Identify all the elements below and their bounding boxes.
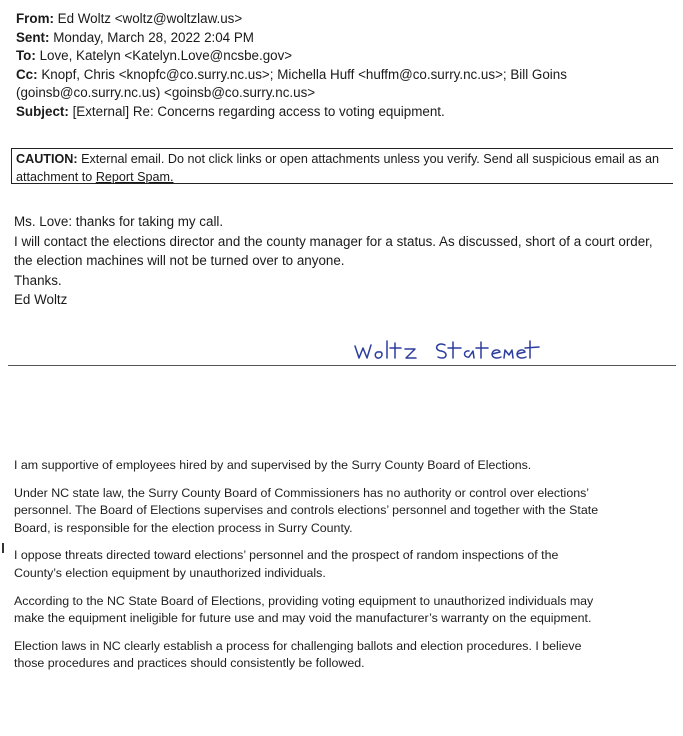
subject-label: Subject: xyxy=(16,103,69,119)
greeting: Ms. Love: thanks for taking my call. xyxy=(14,214,224,229)
from-label: From: xyxy=(16,11,54,26)
cc-label: Cc: xyxy=(16,66,38,82)
from-value: Ed Woltz <woltz@woltzlaw.us> xyxy=(57,11,243,26)
from-line xyxy=(16,10,676,29)
message-text: I will contact the elections director and the county manager for a status. As discussed, short of a court order, the election machines will not be turned over to anyone. xyxy=(14,233,653,268)
caution-banner xyxy=(11,148,673,184)
statement-paragraph: Election laws in NC clearly establish a process for challenging ballots and election procedures. I believe those procedures and practices should consistently be followed. xyxy=(14,638,582,671)
statement-paragraph: I oppose threats directed toward elections’ personnel and the prospect of random inspections of the County’s election equipment by unauthorized individuals. xyxy=(14,548,559,580)
email-body xyxy=(14,212,674,310)
closing: Thanks. xyxy=(14,272,62,288)
sent-value: Monday, March 28, 2022 2:04 PM xyxy=(53,29,254,45)
sender-name: Ed Woltz xyxy=(14,292,68,307)
statement xyxy=(14,457,599,683)
handwritten-annotation xyxy=(353,338,543,364)
statement-paragraph: I am supportive of employees hired by and supervised by the Surry County Board of Elections. xyxy=(14,458,532,472)
to-label: To: xyxy=(16,48,36,63)
annotation-text: Woltz Statement xyxy=(353,338,361,339)
statement-paragraph: According to the NC State Board of Elections, providing voting equipment to unauthorized individuals may make the equipment ineligible for future use and may void the manufacturer’s warranty on the equipment. xyxy=(14,593,594,626)
sent-label: Sent: xyxy=(16,29,50,45)
caution-label: CAUTION: xyxy=(16,152,78,166)
divider-line xyxy=(8,365,676,366)
caution-text: External email. Do not click links or open attachments unless you verify. Send all suspicious email as an attachment to xyxy=(16,152,660,184)
subject-value: [External] Re: Concerns regarding access to voting equipment. xyxy=(72,103,445,119)
to-value: Love, Katelyn <Katelyn.Love@ncsbe.gov> xyxy=(39,48,293,63)
to-line xyxy=(16,47,676,66)
subject-line xyxy=(16,103,676,122)
email-header xyxy=(16,10,676,121)
scan-mark xyxy=(2,543,4,553)
statement-paragraph: Under NC state law, the Surry County Board of Commissioners has no authority or control over elections’ personnel. The Board of Elections supervises and controls elections’ personnel and together with the State Board, is responsible for the election process in Surry County. xyxy=(14,485,599,535)
sent-line xyxy=(16,29,676,48)
report-spam-link[interactable]: Report Spam. xyxy=(95,169,174,184)
cc-line xyxy=(16,66,676,103)
cc-value: Knopf, Chris <knopfc@co.surry.nc.us>; Michella Huff <huffm@co.surry.nc.us>; Bill Goins (goinsb@co.surry.nc.us) <goinsb@co.surry.nc.us> xyxy=(16,66,567,100)
